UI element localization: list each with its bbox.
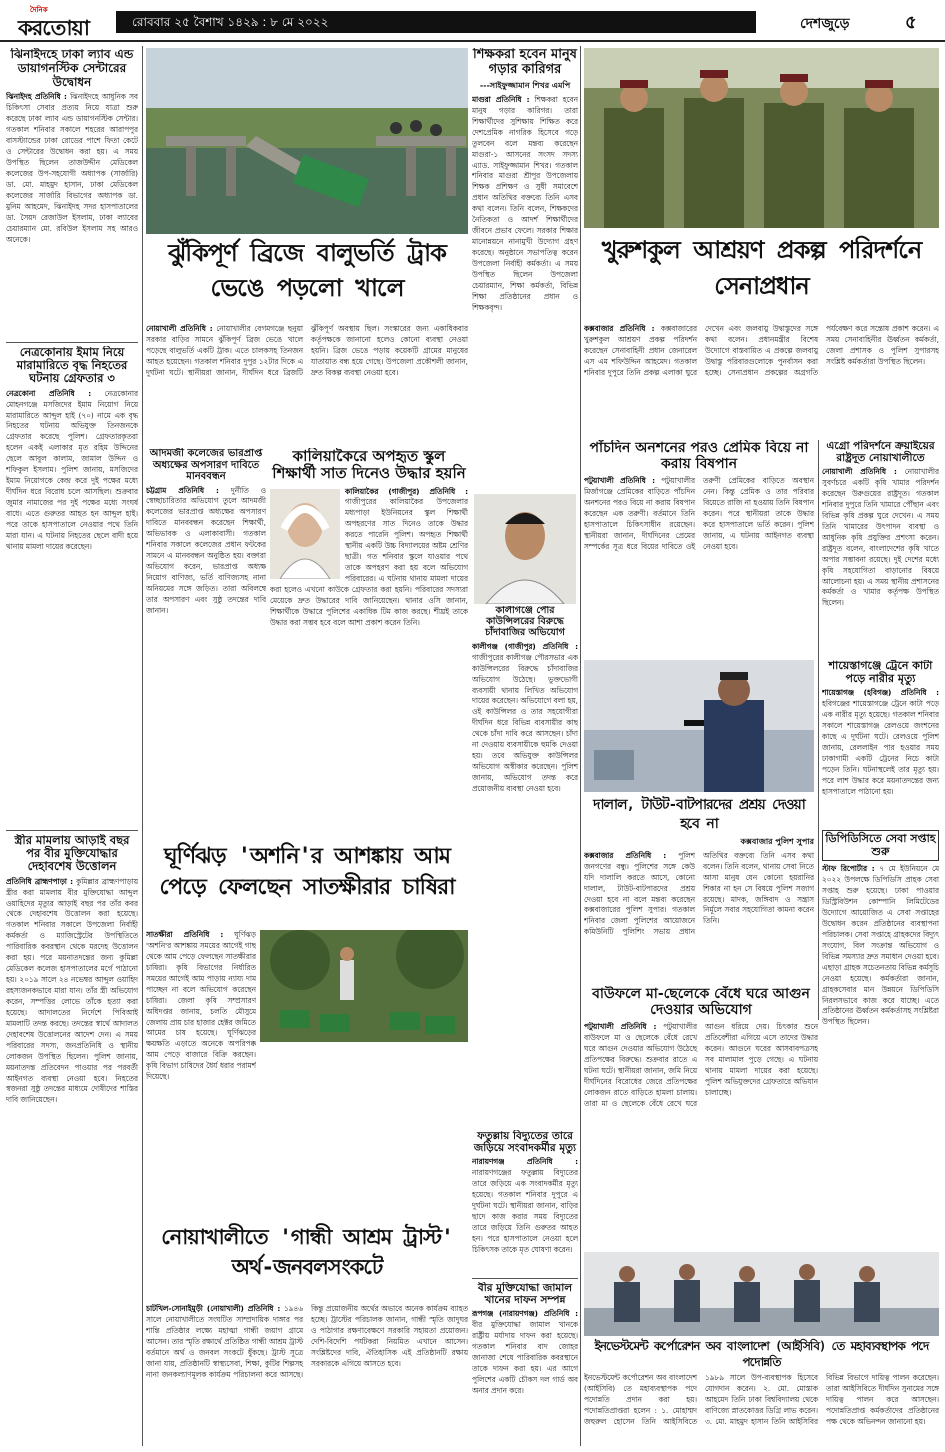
story-teachers[interactable] (472, 48, 578, 488)
story-adamjee[interactable] (146, 448, 266, 838)
body-text: ৭ মে ইউনিয়নে মে ২০২২ উপলক্ষে ডিপিডিসি প্রাহক সেবা সপ্তাহ শুরু হয়েছে। ঢাকা পাওয়ার ডিস্ট্রিবিউশন কোম্পানি লিমিটেডের উদ্যোগে আয়োজিত এ সেবা সপ্তাহের উদ্বোধন করেন প্রতিষ্ঠানের ব্যবস্থাপনা পরিচালক। সেবা সপ্তাহে গ্রাহকদের বিদ্যুৎ সংযোগ, বিল সংক্রান্ত অভিযোগ ও বিভিন্ন সমস্যার দ্রুত সমাধান দেওয়া হবে। এছাড়া গ্রাহক সচেতনতায় বিভিন্ন কর্মসূচি নেওয়া হয়েছে। কর্মকর্তারা জানান, গ্রাহকসেবার মান উন্নয়নে ডিপিডিসি নিরলসভাবে কাজ করে যাচ্ছে। এতে প্রতিষ্ঠানের ঊর্ধ্বতন কর্মকর্তাসহ সংশ্লিষ্টরা উপস্থিত ছিলেন। (822, 864, 939, 1027)
student-portrait (270, 489, 340, 579)
story-body (472, 95, 578, 314)
story-brahmanpara[interactable] (6, 834, 138, 1446)
story-body (146, 1304, 468, 1381)
story-gandhi-body (146, 1304, 468, 1446)
dateline: রূপগঞ্জ (নারায়ণগঞ্জ) প্রতিনিধি : (472, 1309, 578, 1319)
headline[interactable]: এগ্রো পরিদর্শনে ক্রয়াইয়ের রাষ্ট্রদূত নোয়াখালীতে (826, 440, 935, 465)
story-broker[interactable] (584, 796, 814, 982)
body-text: ঝিনাইদহে আধুনিক সব চিকিৎসা সেবার প্রত্যয় নিয়ে যাত্রা শুরু করেছে ঢাকা ল্যাব এন্ড ডায়াগনস্টিক সেন্টার। গতকাল শনিবার সকালে শহরের আরাপপুর বাসস্ট্যান্ডের ঢাকা রোডের পাশে ফিতা কেটে ও সেন্টারের উদ্বোধন করা হয়। এ সময় উপস্থিত ছিলেন তাজউদ্দীন মেডিকেল কলেজের উপ-সহযোগী অধ্যাপক (সার্জারি) ডা. মো. মাহমুদ হাসান, ঢাকা মেডিকেল কলেজের সার্জারি বিভাগের অধ্যাপক ডা. মুনিম আহমেদ, ঝিনাইদহ সদর হাসপাতালের ডা. সৈয়দ রেজাউল ইসলাম, ঢাকা ল্যাবের চেয়ারম্যান মো. রবিউল ইসলাম সহ আরও অনেকে। (6, 92, 138, 244)
body-text: ১৯৪৬ সালে নোয়াখালীতে সংঘটিত সাম্প্রদায়িক দাঙ্গার পর শান্তি প্রতিষ্ঠার লক্ষ্যে মহাত্মা গান্ধী জয়াগ গ্রামে আসেন। তার স্মৃতি রক্ষার্থে প্রতিষ্ঠিত গান্ধী আশ্রম ট্রাস্ট বর্তমানে অর্থ ও জনবল সংকটে ধুঁকছে। ট্রাস্ট সূত্রে জানা যায়, প্রতিষ্ঠানটি স্বাস্থ্যসেবা, শিক্ষা, কুটির শিল্পসহ নানা জনকল্যাণমূলক কার্যক্রম পরিচালনা করে আসছে। কিন্তু প্রয়োজনীয় অর্থের অভাবে অনেক কার্যক্রম ব্যাহত হচ্ছে। ট্রাস্টের পরিচালক জানান, গান্ধী স্মৃতি জাদুঘর ও পাঠাগার রক্ষণাবেক্ষণে সরকারি সহায়তা প্রয়োজন। দেশি-বিদেশি পর্যটকরা নিয়মিত এখানে আসেন। সংশ্লিষ্টদের দাবি, ঐতিহাসিক এই প্রতিষ্ঠানটি রক্ষায় সরকারকে এগিয়ে আসতে হবে। (146, 1304, 468, 1379)
story-train[interactable] (822, 660, 939, 825)
story-fire[interactable] (584, 986, 818, 1248)
dateline: নারায়ণগঞ্জ প্রতিনিধি : (472, 1157, 578, 1167)
newspaper-logo[interactable] (12, 2, 108, 38)
story-gandhi-headline[interactable] (146, 1222, 468, 1302)
story-divider (6, 342, 138, 343)
story-body (472, 1309, 578, 1397)
story-divider (6, 830, 138, 831)
story-body (584, 324, 939, 379)
story-lover[interactable] (584, 440, 814, 655)
story-divider (472, 1278, 578, 1279)
story-body (146, 486, 266, 617)
headline[interactable]: দালাল, টাউট-বাটপারদের প্রশ্রয় দেওয়া হবে না (593, 797, 805, 832)
councillor-photo (474, 494, 576, 604)
story-mango-body (146, 930, 256, 1220)
dateline: চাটখিল-সোনাইমুড়ী (নোয়াখালী) প্রতিনিধি : (146, 1304, 281, 1313)
body-text: বীর মুক্তিযোদ্ধা জামাল খানকে রাষ্ট্রীয় মর্যাদায় দাফন করা হয়েছে। গতকাল শনিবার বাদ জোহর জানাজা শেষে পারিবারিক কবরস্থানে তাকে দাফন করা হয়। এর আগে পুলিশের একটি চৌকস দল গার্ড অব অনার প্রদান করে। (472, 1320, 578, 1395)
headline[interactable]: কালিয়াকৈরে অপহৃত স্কুল শিক্ষার্থী সাত দিনেও উদ্ধার হয়নি (272, 448, 466, 483)
body-text: গাজীপুরের কালিয়াকৈর উপজেলার মধ্যপাড়া ইউনিয়নের স্কুল শিক্ষার্থী অপহরণের সাত দিনেও তাকে উদ্ধার করতে পারেনি পুলিশ। অপহৃত শিক্ষার্থী স্থানীয় একটি উচ্চ বিদ্যালয়ের অষ্টম শ্রেণির ছাত্রী। গত শনিবার স্কুলে যাওয়ার পথে তাকে অপহরণ করা হয় বলে অভিযোগ পরিবারের। এ ঘটনায় থানায় মামলা দায়ের করা হলেও এখনো কাউকে গ্রেফতার করা হয়নি। পরিবারের সদস্যরা মেয়েকে দ্রুত উদ্ধারের দাবি জানিয়েছেন। থানার ওসি জানান, শিক্ষার্থীকে উদ্ধারে পুলিশের একাধিক টিম কাজ করছে। শীঘ্রই তাকে উদ্ধার করা সম্ভব হবে বলে আশা প্রকাশ করেন তিনি। (270, 497, 468, 627)
body-text: গাজীপুরের কালীগঞ্জ পৌরসভার এক কাউন্সিলরের বিরুদ্ধে চাঁদাবাজির অভিযোগ উঠেছে। ভুক্তভোগী ব্যবসায়ী থানায় লিখিত অভিযোগ দায়ের করেছেন। অভিযোগে বলা হয়, ওই কাউন্সিলর ও তার সহযোগীরা দীর্ঘদিন ধরে বিভিন্ন ব্যবসায়ীর কাছ থেকে চাঁদা দাবি করে আসছেন। চাঁদা না দেওয়ায় ব্যবসায়ীকে হুমকি দেওয়া হয়। তবে অভিযুক্ত কাউন্সিলর অভিযোগ অস্বীকার করেছেন। পুলিশ জানায়, অভিযোগ তদন্ত করে প্রয়োজনীয় ব্যবস্থা নেওয়া হবে। (472, 652, 578, 793)
councillor-portrait (474, 494, 576, 604)
story-icb[interactable] (584, 1338, 939, 1446)
dateline: চট্টগ্রাম প্রতিনিধি : (146, 485, 219, 495)
dateline: নোয়াখালী প্রতিনিধি : (146, 324, 213, 333)
story-body (584, 851, 814, 939)
body-text: দুর্নীতি ও স্বেচ্ছাচারিতার অভিযোগ তুলে আদমজী কলেজের ভারপ্রাপ্ত অধ্যক্ষের অপসারণ দাবিতে মানববন্ধন করেছেন শিক্ষার্থী, অভিভাবক ও এলাকাবাসী। গতকাল শনিবার সকালে কলেজের প্রধান ফটকের সামনে এ মানববন্ধন অনুষ্ঠিত হয়। বক্তারা অভিযোগ করেন, ভারপ্রাপ্ত অধ্যক্ষ নিয়োগ বাণিজ্য, ভর্তি বাণিজ্যসহ নানা অনিয়মের সঙ্গে জড়িত। তারা অবিলম্বে তার অপসারণ এবং সুষ্ঠু তদন্তের দাবি জানান। (146, 485, 266, 615)
dateline: কক্সবাজার প্রতিনিধি : (584, 850, 667, 860)
headline[interactable]: ডিপিডিসিতে সেবা সপ্তাহ শুরু (822, 830, 939, 861)
story-army-chief-headline[interactable] (584, 232, 939, 322)
headline[interactable]: শায়েস্তাগঞ্জে ট্রেনে কাটা পড়ে নারীর মৃত্যু (828, 660, 933, 685)
army-chief-photo (584, 48, 939, 228)
dateline: কালিয়াকৈর (গাজীপুর) প্রতিনিধি : (345, 486, 468, 496)
dateline: স্টাফ রিপোর্টার : (822, 864, 875, 874)
story-body (472, 642, 578, 795)
story-electrocution[interactable] (472, 1130, 578, 1275)
story-body (584, 1022, 818, 1110)
body-text: ইনভেস্টমেন্ট কর্পোরেশন অব বাংলাদেশ (আইসিবি) তে মহাব্যবস্থাপক পদে পদোন্নতি প্রদান করা হয়। পদোন্নতিপ্রাপ্তরা হলেন : ১. মোহাম্মদ জহুরুল হোসেন তিনি আইসিবিতে ১৯৮৯ সালে উপ-ব্যবস্থাপক হিসেবে যোগদান করেন। ২. মো. মোস্তাক আহমেদ তিনি ঢাকা বিশ্ববিদ্যালয় থেকে বাণিজ্যে স্নাতকোত্তর ডিগ্রি লাভ করেন। ৩. মো. মাহমুদ হাসান তিনি আইসিবির বিভিন্ন বিভাগে দায়িত্ব পালন করেছেন। তারা আইসিবিতে দীর্ঘদিন সুনামের সঙ্গে দায়িত্ব পালন করে আসছেন। পদোন্নতিপ্রাপ্ত কর্মকর্তাদের প্রতিষ্ঠানের পক্ষ থেকে অভিনন্দন জানানো হয়। (584, 1373, 939, 1427)
dateline: পটুয়াখালী প্রতিনিধি : (584, 476, 656, 486)
story-body (146, 930, 256, 1083)
headline[interactable]: ফতুল্লায় বিদ্যুতের তারে জড়িয়ে সংবাদকর্মীর মৃত্যু (473, 1130, 577, 1155)
army-visit-illustration (584, 48, 939, 228)
headline[interactable]: খুরুশকুল আশ্রয়ণ প্রকল্প পরিদর্শনে সেনাপ্রধান (601, 236, 922, 300)
story-bridge-body (146, 324, 468, 444)
story-jhenaidah[interactable] (6, 48, 138, 338)
dateline: প্রতিনিধি ব্রাহ্মণপাড়া : (6, 876, 74, 886)
body-text: কক্সবাজারের খুরুশকুল আশ্রয়ণ প্রকল্প পরিদর্শন করেছেন সেনাবাহিনী প্রধান জেনারেল এস এম শফিউদ্দিন আহমেদ। গতকাল শনিবার দুপুরে তিনি প্রকল্প এলাকা ঘুরে দেখেন এবং জলবায়ু উদ্বাস্তুদের সঙ্গে কথা বলেন। প্রধানমন্ত্রীর বিশেষ উদ্যোগে বাস্তবায়িত এ প্রকল্পে জলবায়ু উদ্বাস্তু পরিবারগুলোকে পুনর্বাসন করা হচ্ছে। সেনাপ্রধান প্রকল্পের অগ্রগতি পর্যবেক্ষণ করে সন্তোষ প্রকাশ করেন। এ সময় সেনাবাহিনীর ঊর্ধ্বতন কর্মকর্তা, জেলা প্রশাসক ও পুলিশ সুপারসহ সংশ্লিষ্ট কর্মকর্তারা উপস্থিত ছিলেন। (584, 324, 939, 377)
story-body (6, 92, 138, 245)
story-netrokona[interactable] (6, 346, 138, 826)
body-text: পুলিশ জনগণের বন্ধু। পুলিশের সঙ্গে কেউ যদি দালালি করতে আসে, কোনো দালাল, টাউট-বাটপারদের প্রশ্রয় দেওয়া হবে না বলে মন্তব্য করেছেন কক্সবাজারের পুলিশ সুপার। গতকাল শনিবার জেলা পুলিশের আয়োজনে কমিউনিটি পুলিশিং সভায় প্রধান অতিথির বক্তব্যে তিনি এসব কথা বলেন। তিনি বলেন, থানায় সেবা নিতে আসা মানুষ যেন কোনো হয়রানির শিকার না হন সে বিষয়ে পুলিশ সজাগ রয়েছে। মাদক, জঙ্গিবাদ ও সন্ত্রাস নির্মূলে সবার সহযোগিতা কামনা করেন তিনি। (584, 850, 814, 937)
body-text: নেত্রকোনার মোহনগঞ্জে মসজিদের ইমাম নিয়োগ নিয়ে মারামারিতে আব্দুল হাই (৭০) নামে এক বৃদ্ধ নিহতের ঘটনায় অভিযুক্ত তিনজনকে গ্রেফতার করেছে পুলিশ। গ্রেফতারকৃতরা হলেন একই এলাকার মৃত রহিম উদ্দিনের ছেলে আবুল কালাম, জামাল উদ্দিন ও শফিকুল ইসলাম। পুলিশ জানায়, মসজিদের ইমাম নিয়োগকে কেন্দ্র করে দুই পক্ষের মধ্যে দীর্ঘদিন ধরে বিরোধ চলে আসছিল। শুক্রবার জুমার নামাজের পর দুই পক্ষের মধ্যে সংঘর্ষ বাধে। এতে গুরুতর আহত হন আব্দুল হাই। পরে তাকে হাসপাতালে নেওয়ার পথে তিনি মারা যান। এ ঘটনায় নিহতের ছেলে বাদী হয়ে থানায় মামলা দায়ের করেছেন। (6, 388, 138, 551)
story-bridge-headline[interactable] (146, 236, 468, 322)
body-text: নোয়াখালীর বেগমগঞ্জে ছনুয়া সরকার বাড়ির সামনে ঝুঁকিপূর্ণ ব্রিজ ভেঙে খালে পড়েছে বালুভর্তি একটি ট্রাক। এতে চালকসহ তিনজন আহত হয়েছেন। গতকাল শনিবার দুপুর ১২টার দিকে এ দুর্ঘটনা ঘটে। স্থানীয়রা জানান, দীর্ঘদিন ধরে ব্রিজটি ঝুঁকিপূর্ণ অবস্থায় ছিল। সংস্কারের জন্য একাধিকবার কর্তৃপক্ষকে জানানো হলেও কোনো ব্যবস্থা নেওয়া হয়নি। ব্রিজ ভেঙে পড়ায় কয়েকটি গ্রামের মানুষের যাতায়াত বন্ধ হয়ে গেছে। উপজেলা প্রকৌশলী জানান, দ্রুত বিকল্প ব্যবস্থা নেওয়া হবে। (146, 324, 468, 377)
logo-wordmark: করতোয়া (18, 16, 89, 40)
dateline: নোয়াখালী প্রতিনিধি : (822, 467, 897, 477)
dateline: নেত্রকোনা প্রতিনিধি : (6, 388, 92, 398)
icb-ceremony-illustration (584, 1252, 939, 1336)
story-body (584, 1373, 939, 1428)
body-text: নারায়ণগঞ্জের ফতুল্লায় বিদ্যুতের তারে জড়িয়ে এক সংবাদকর্মীর মৃত্যু হয়েছে। গতকাল শনিবার দুপুরে এ দুর্ঘটনা ঘটে। স্থানীয়রা জানান, বাড়ির ছাদে কাজ করার সময় বিদ্যুতের তারে জড়িয়ে তিনি গুরুতর আহত হন। পরে হাসপাতালে নেওয়া হলে চিকিৎসক তাকে মৃত ঘোষণা করেন। (472, 1168, 578, 1254)
dateline: সাতক্ষীরা প্রতিনিধি : (146, 930, 224, 939)
headline[interactable]: ঝিনাইদহে ঢাকা ল্যাব এন্ড ডায়াগনস্টিক সেন্টারের উদ্বোধন (10, 48, 134, 89)
headline[interactable]: নোয়াখালীতে 'গান্ধী আশ্রম ট্রাস্ট' অর্থ-জনবলসংকটে (161, 1225, 453, 1280)
headline[interactable]: নেত্রকোনায় ইমাম নিয়ে মারামারিতে বৃদ্ধ নিহতের ঘটনায় গ্রেফতার ৩ (16, 346, 128, 386)
mango-farm-illustration (260, 930, 468, 1042)
page-number: ৫ (905, 12, 917, 33)
dateline: ঝিনাইদহ প্রতিনিধি : (6, 92, 67, 102)
story-body (584, 476, 814, 553)
headline[interactable]: বীর মুক্তিযোদ্ধা জামাল খানের দাফন সম্পন্ন (477, 1282, 573, 1307)
column-rule (818, 440, 819, 1020)
story-mango-headline[interactable] (146, 842, 468, 928)
dateline: কালীগঞ্জ (গাজীপুর) প্রতিনিধি : (472, 641, 578, 651)
column-rule (142, 46, 143, 1446)
story-ambassador[interactable] (822, 440, 939, 655)
headline[interactable]: ঝুঁকিপূর্ণ ব্রিজে বালুভর্তি ট্রাক ভেঙে পড়লো খালে (168, 239, 446, 302)
logo-tagline: দৈনিক (30, 6, 48, 14)
story-army-chief-body (584, 324, 939, 436)
headline[interactable]: আদমজী কলেজের ভারপ্রাপ্ত অধ্যক্ষের অপসারণ দাবিতে মানববন্ধন (149, 448, 263, 482)
bridge-photo (146, 48, 468, 234)
story-jamal[interactable] (472, 1282, 578, 1446)
headline[interactable]: কালীগঞ্জে পৌর কাউন্সিলরের বিরুদ্ধে চাঁদাবাজির অভিযোগ (485, 606, 565, 638)
body-text: হবিগঞ্জের শায়েস্তাগঞ্জে ট্রেনে কাটা পড়ে এক নারীর মৃত্যু হয়েছে। গতকাল শনিবার সকালে শায়েস্তাগঞ্জ রেলওয়ে জংশনের কাছে এ দুর্ঘটনা ঘটে। রেলওয়ে পুলিশ জানায়, রেললাইন পার হওয়ার সময় ঢাকাগামী একটি ট্রেনের নিচে কাটা পড়েন তিনি। ঘটনাস্থলেই তার মৃত্যু হয়। পরে লাশ উদ্ধার করে ময়নাতদন্তের জন্য হাসপাতালে পাঠানো হয়। (822, 699, 939, 796)
icb-meeting-photo (584, 1252, 939, 1336)
headline[interactable]: বাউফলে মা-ছেলেকে বেঁধে ঘরে আগুন দেওয়ার অভিযোগ (592, 986, 810, 1019)
body-text: পটুয়াখালীর বাউফলে মা ও ছেলেকে বেঁধে রেখে ঘরে আগুন দেওয়ার অভিযোগ উঠেছে প্রতিপক্ষের বিরুদ্ধে। শুক্রবার রাতে এ ঘটনা ঘটে। স্থানীয়রা জানান, জমি নিয়ে দীর্ঘদিনের বিরোধের জেরে প্রতিপক্ষের লোকজন রাতে বাড়িতে হামলা চালায়। তারা মা ও ছেলেকে বেঁধে রেখে ঘরে আগুন ধরিয়ে দেয়। চিৎকার শুনে প্রতিবেশীরা এগিয়ে এসে তাদের উদ্ধার করেন। আগুনে ঘরের আসবাবপত্রসহ সব মালামাল পুড়ে গেছে। এ ঘটনায় থানায় মামলা দায়ের করা হয়েছে। পুলিশ অভিযুক্তদের গ্রেফতারে অভিযান চালাচ্ছে। (584, 1022, 818, 1108)
section-name: দেশজুড়ে (800, 16, 850, 32)
issue-dateline: রোববার ২৫ বৈশাখ ১৪২৯ : ৮ মে ২০২২ (116, 11, 756, 33)
column-rule (580, 46, 581, 1446)
police-speaker-illustration (584, 660, 814, 792)
story-body (146, 324, 468, 379)
headline[interactable]: ইনভেস্টমেন্ট কর্পোরেশন অব বাংলাদেশ (আইসিবি) তে মহাব্যবস্থাপক পদে পদোন্নতি (594, 1339, 929, 1370)
story-body (472, 1157, 578, 1255)
dateline: পটুয়াখালী প্রতিনিধি : (584, 1022, 657, 1032)
mango-photo (260, 930, 468, 1042)
body-text: নোয়াখালীর সুবর্ণচরে একটি কৃষি খামার পরিদর্শন করেছেন উরুগুয়ের রাষ্ট্রদূত। গতকাল শনিবার দুপুরে তিনি খামারে পৌঁছান এবং বিভিন্ন কৃষি প্রকল্প ঘুরে দেখেন। এ সময় তিনি খামারের উৎপাদন ব্যবস্থা ও আধুনিক কৃষি প্রযুক্তির প্রশংসা করেন। রাষ্ট্রদূত বলেন, বাংলাদেশের কৃষি খাতে অপার সম্ভাবনা রয়েছে। দুই দেশের মধ্যে কৃষি সহযোগিতা বাড়ানোর বিষয়ে আলোচনা হয়। এ সময় স্থানীয় প্রশাসনের কর্মকর্তা ও খামার কর্তৃপক্ষ উপস্থিত ছিলেন। (822, 467, 939, 608)
body-text: ঘূর্ণিঝড় 'অশনি'র আশঙ্কায় সময়ের আগেই গাছ থেকে আম পেড়ে ফেলছেন সাতক্ষীরার চাষিরা। কৃষি বিভাগের নির্ধারিত সময়ের আগেই আম পাড়ায় ন্যায্য দাম পাচ্ছেন না বলে অভিযোগ করেছেন চাষিরা। জেলা কৃষি সম্প্রসারণ অধিদপ্তর জানায়, চলতি মৌসুমে জেলায় প্রায় চার হাজার হেক্টর জমিতে আমের চাষ হয়েছে। ঘূর্ণিঝড়ের ক্ষয়ক্ষতি এড়াতে অনেকে অপরিপক্ক আম পেড়ে বাজারে বিক্রি করছেন। কৃষি বিভাগ চাষিদের ধৈর্য ধরার পরামর্শ দিয়েছে। (146, 930, 256, 1082)
byline: কক্সবাজার পুলিশ সুপার (740, 836, 814, 846)
body-text: কুমিল্লার ব্রাহ্মণপাড়ায় স্ত্রীর করা মামলায় বীর মুক্তিযোদ্ধা আব্দুল ওয়াহিদের মৃত্যুর আড়াই বছর পর তাঁর কবর থেকে দেহাবশেষ উত্তোলন করা হয়েছে। গতকাল শনিবার সকালে উপজেলা নির্বাহী কর্মকর্তা ও ম্যাজিস্ট্রেটের উপস্থিতিতে পারিবারিক কবরস্থান থেকে মরদেহ উত্তোলন করা হয়। পরে ময়নাতদন্তের জন্য কুমিল্লা মেডিকেল কলেজ হাসপাতালের মর্গে পাঠানো হয়। ২০১৯ সালে ২৪ নভেম্বর আব্দুল ওয়াহিদ রহস্যজনকভাবে মারা যান। তাঁর স্ত্রী অভিযোগ করেন, সম্পত্তির লোভে তাঁকে হত্যা করা হয়েছে। আদালতের নির্দেশে পিবিআই মামলাটি তদন্ত করছে। তদন্তের স্বার্থে আদালত দেহাবশেষ উত্তোলনের আদেশ দেন। এ সময় পরিবারের সদস্য, জনপ্রতিনিধি ও স্থানীয় লোকজন উপস্থিত ছিলেন। পুলিশ জানায়, ময়নাতদন্ত প্রতিবেদন পাওয়ার পর পরবর্তী আইনগত ব্যবস্থা নেওয়া হবে। নিহতের স্বজনরা সুষ্ঠু তদন্তের মাধ্যমে দোষীদের শাস্তির দাবি জানিয়েছেন। (6, 876, 138, 1105)
story-body (822, 688, 939, 797)
dateline: মাগুরা প্রতিনিধি : (472, 94, 530, 104)
dateline: শায়েস্তাগঞ্জ (হবিগঞ্জ) প্রতিনিধি : (822, 688, 939, 698)
story-dps[interactable] (822, 830, 939, 1250)
headline[interactable]: শিক্ষকরা হবেন মানুষ গড়ার কারিগর (473, 48, 577, 77)
body-text: পটুয়াখালীর মির্জাগঞ্জে প্রেমিকের বাড়িতে পাঁচদিন অনশনের পরও বিয়ে না করায় বিষপান করেছেন এক তরুণী। বর্তমানে তিনি হাসপাতালে চিকিৎসাধীন রয়েছেন। স্থানীয়রা জানান, দীর্ঘদিনের প্রেমের সম্পর্কের সূত্র ধরে বিয়ের দাবিতে ওই তরুণী প্রেমিকের বাড়িতে অবস্থান নেন। কিন্তু প্রেমিক ও তার পরিবার বিয়েতে রাজি না হওয়ায় তিনি বিষপান করেন। পরে স্থানীয়রা তাকে উদ্ধার করে হাসপাতালে ভর্তি করেন। পুলিশ জানায়, এ ঘটনায় আইনগত ব্যবস্থা নেওয়া হবে। (584, 476, 814, 551)
story-body (6, 389, 138, 553)
body-text: শিক্ষকরা হবেন মানুষ গড়ার কারিগর। তারা শিক্ষার্থীদের সুশিক্ষায় শিক্ষিত করে দেশপ্রেমিক নাগরিক হিসেবে গড়ে তুলবেন বলে মন্তব্য করেছেন মাগুরা-১ আসনের সংসদ সদস্য এ্যাড. সাইফুজ্জামান শিখর। গতকাল শনিবার মাগুরা শ্রীপুর উপজেলায় শিক্ষক প্রশিক্ষণ ও সুধী সমাবেশে প্রধান অতিথির বক্তব্যে তিনি এসব কথা বলেন। তিনি বলেন, শিক্ষকদের নৈতিকতা ও আদর্শ শিক্ষার্থীদের জীবনে প্রভাব ফেলে। সরকার শিক্ষার মানোন্নয়নে নানামুখী উদ্যোগ গ্রহণ করেছে। অনুষ্ঠানে সভাপতিত্ব করেন উপজেলা নির্বাহী কর্মকর্তা। এ সময় উপস্থিত ছিলেন উপজেলা চেয়ারম্যান, শিক্ষা কর্মকর্তা, বিভিন্ন শিক্ষা প্রতিষ্ঠানের প্রধান ও শিক্ষকবৃন্দ। (472, 94, 578, 312)
headline[interactable]: ঘূর্ণিঝড় 'অশনি'র আশঙ্কায় আম পেড়ে ফেলছেন সাতক্ষীরার চাষিরা (159, 844, 455, 900)
byline: ---সাইফুজ্জামান শিখর এমপি (479, 80, 571, 90)
story-kaliganj[interactable] (472, 606, 578, 1126)
headline[interactable]: পাঁচদিন অনশনের পরও প্রেমিক বিয়ে না করায় বিষপান (589, 440, 809, 473)
story-body (6, 877, 138, 1107)
police-meeting-photo (584, 660, 814, 792)
bridge-illustration (146, 48, 468, 234)
story-body (822, 864, 939, 1028)
dateline: কক্সবাজার প্রতিনিধি : (584, 324, 655, 333)
masthead (0, 0, 945, 42)
headline[interactable]: স্ত্রীর মামলায় আড়াই বছর পর বীর মুক্তিযোদ্ধার দেহাবশেষ উত্তোলন (14, 834, 130, 874)
story-body (822, 467, 939, 609)
story-kaliakoir[interactable] (270, 448, 468, 838)
student-photo (270, 489, 340, 579)
